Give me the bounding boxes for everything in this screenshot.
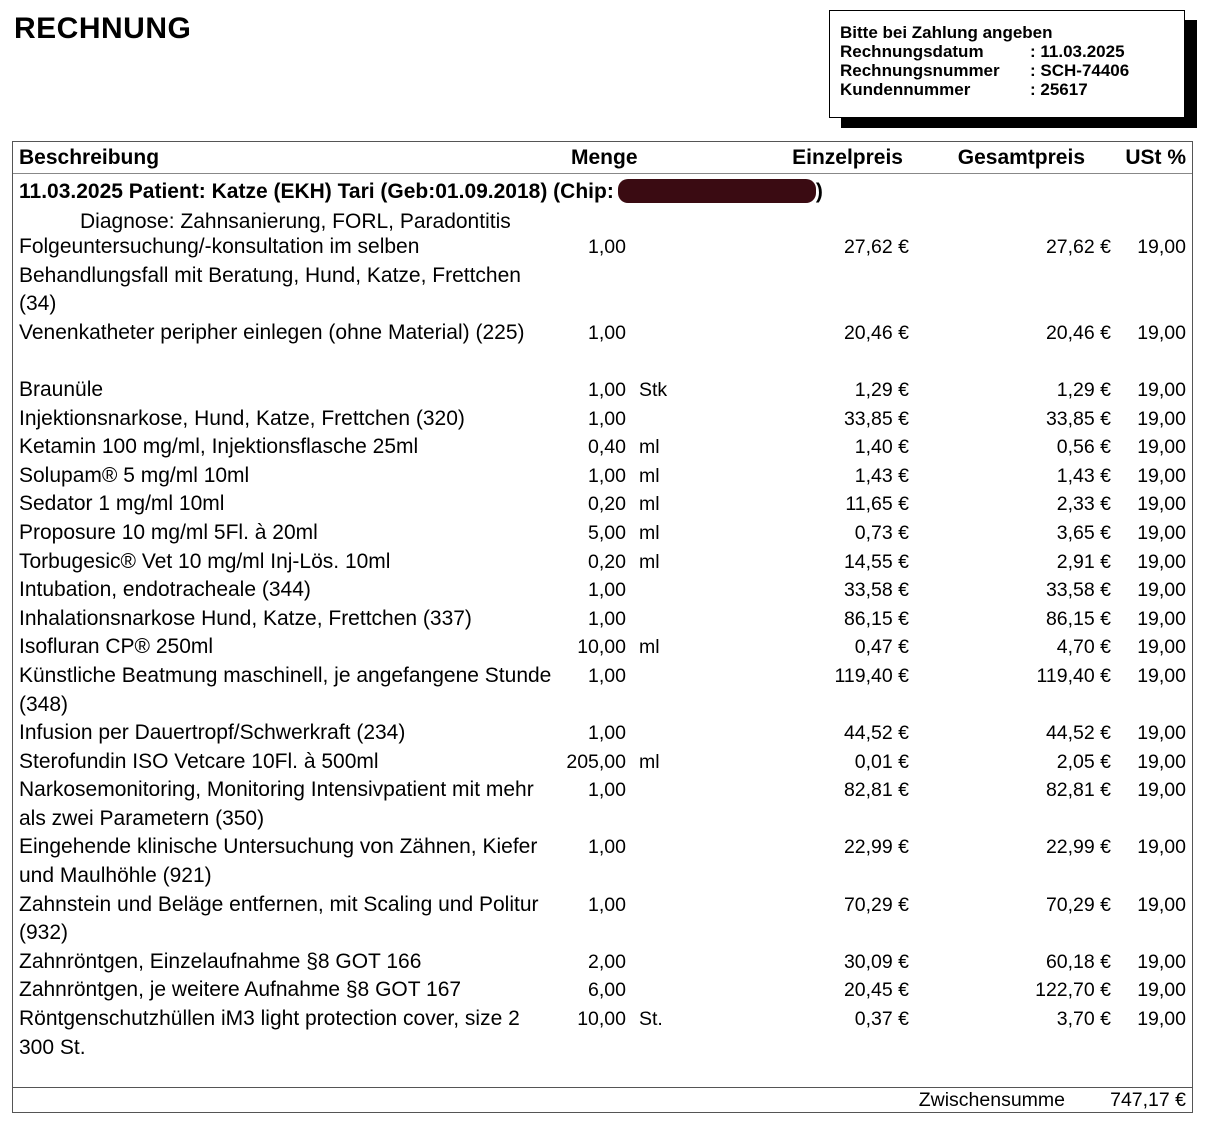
item-vat: 19,00 bbox=[1137, 493, 1186, 516]
item-vat: 19,00 bbox=[1137, 579, 1186, 602]
item-unit-price: 119,40 € bbox=[834, 664, 909, 687]
table-row bbox=[13, 891, 1192, 948]
item-description: Isofluran CP® 250ml bbox=[19, 635, 214, 659]
table-row bbox=[13, 576, 1192, 605]
item-description: Infusion per Dauertropf/Schwerkraft (234) bbox=[19, 721, 406, 745]
item-total-price: 27,62 € bbox=[1045, 236, 1111, 258]
item-vat: 19,00 bbox=[1137, 636, 1186, 659]
item-vat: 19,00 bbox=[1137, 722, 1186, 745]
item-unit: ml bbox=[639, 550, 660, 573]
item-quantity: 205,00 bbox=[566, 750, 626, 773]
item-quantity: 1,00 bbox=[588, 722, 626, 745]
info-row-date bbox=[840, 42, 1184, 61]
diagnosis: Diagnose: Zahnsanierung, FORL, Paradontitis bbox=[80, 210, 511, 233]
item-quantity: 1,00 bbox=[588, 579, 626, 602]
item-vat: 19,00 bbox=[1137, 950, 1186, 973]
item-description: Venenkatheter peripher einlegen (ohne Material) (225) bbox=[19, 320, 525, 344]
item-vat: 19,00 bbox=[1137, 378, 1186, 401]
patient-info: 11.03.2025 Patient: Katze (EKH) Tari (Geb:01.09.2018) (Chip: bbox=[19, 180, 614, 203]
item-unit-price: 33,58 € bbox=[843, 579, 909, 602]
item-total-price: 86,15 € bbox=[1045, 607, 1111, 630]
item-quantity: 1,00 bbox=[588, 779, 626, 802]
header-description: Beschreibung bbox=[19, 146, 160, 169]
item-unit-price: 33,85 € bbox=[843, 407, 909, 430]
item-unit: Stk bbox=[639, 378, 668, 401]
item-unit: ml bbox=[639, 436, 660, 459]
item-total-price: 3,70 € bbox=[1056, 1008, 1111, 1031]
item-vat: 19,00 bbox=[1137, 236, 1186, 258]
item-quantity: 5,00 bbox=[588, 521, 626, 544]
table-row bbox=[13, 376, 1192, 405]
item-total-price: 122,70 € bbox=[1035, 979, 1111, 1002]
item-unit: ml bbox=[639, 521, 660, 544]
item-vat: 19,00 bbox=[1137, 521, 1186, 544]
item-quantity: 10,00 bbox=[577, 636, 626, 659]
item-unit-price: 1,43 € bbox=[854, 464, 909, 487]
info-row-invoice-number bbox=[840, 61, 1184, 80]
subtotal-label: Zwischensumme bbox=[918, 1089, 1065, 1111]
item-unit-price: 20,45 € bbox=[843, 979, 909, 1002]
table-row bbox=[13, 719, 1192, 748]
subtotal-row bbox=[12, 1087, 1193, 1113]
item-vat: 19,00 bbox=[1137, 464, 1186, 487]
table-row bbox=[13, 319, 1192, 376]
item-vat: 19,00 bbox=[1137, 779, 1186, 802]
item-unit-price: 86,15 € bbox=[843, 607, 909, 630]
item-vat: 19,00 bbox=[1137, 893, 1186, 916]
item-description: Intubation, endotracheale (344) bbox=[19, 578, 311, 602]
payment-info-box bbox=[829, 10, 1185, 118]
item-description: Torbugesic® Vet 10 mg/ml Inj-Lös. 10ml bbox=[19, 549, 391, 573]
table-row bbox=[13, 433, 1192, 462]
table-row bbox=[13, 405, 1192, 434]
header-unit-price: Einzelpreis bbox=[792, 146, 903, 169]
item-vat: 19,00 bbox=[1137, 321, 1186, 344]
item-description: Proposure 10 mg/ml 5Fl. à 20ml bbox=[19, 520, 318, 544]
item-total-price: 3,65 € bbox=[1056, 521, 1111, 544]
table-row bbox=[13, 519, 1192, 548]
item-description: Künstliche Beatmung maschinell, je angefangene Stunde (348) bbox=[19, 663, 552, 716]
info-label: Rechnungsdatum bbox=[840, 42, 984, 61]
table-row bbox=[13, 948, 1192, 977]
patient-line bbox=[19, 179, 823, 204]
redacted-chip-number bbox=[618, 179, 816, 203]
item-description: Solupam® 5 mg/ml 10ml bbox=[19, 463, 250, 487]
table-row bbox=[13, 833, 1192, 890]
item-total-price: 119,40 € bbox=[1036, 664, 1111, 687]
item-total-price: 1,29 € bbox=[1056, 378, 1111, 401]
subtotal-value: 747,17 € bbox=[1110, 1089, 1186, 1111]
info-row-customer-number bbox=[840, 80, 1184, 99]
item-quantity: 1,00 bbox=[588, 836, 626, 859]
item-total-price: 70,29 € bbox=[1045, 893, 1111, 916]
table-row bbox=[13, 776, 1192, 833]
item-unit-price: 70,29 € bbox=[843, 893, 909, 916]
item-total-price: 1,43 € bbox=[1056, 464, 1111, 487]
item-vat: 19,00 bbox=[1137, 836, 1186, 859]
item-description: Injektionsnarkose, Hund, Katze, Frettchen (320) bbox=[19, 406, 465, 430]
item-quantity: 1,00 bbox=[588, 378, 626, 401]
item-description: Narkosemonitoring, Monitoring Intensivpatient mit mehr als zwei Parametern (350) bbox=[19, 778, 534, 830]
table-row bbox=[13, 605, 1192, 634]
item-unit: ml bbox=[639, 464, 660, 487]
header-vat: USt % bbox=[1125, 146, 1186, 169]
item-unit-price: 27,62 € bbox=[843, 236, 909, 258]
item-total-price: 22,99 € bbox=[1045, 836, 1111, 859]
invoice-title: RECHNUNG bbox=[14, 12, 192, 45]
table-row bbox=[13, 548, 1192, 577]
table-row bbox=[13, 233, 1192, 319]
item-unit-price: 0,47 € bbox=[854, 636, 909, 659]
item-unit: St. bbox=[639, 1008, 663, 1031]
item-quantity: 2,00 bbox=[588, 950, 626, 973]
item-quantity: 0,20 bbox=[588, 550, 626, 573]
item-description: Röntgenschutzhüllen iM3 light protection cover, size 2 300 St. bbox=[19, 1007, 520, 1059]
item-quantity: 1,00 bbox=[588, 321, 626, 344]
item-description: Folgeuntersuchung/-konsultation im selben Behandlungsfall mit Beratung, Hund, Katze, Frettchen (34) bbox=[19, 235, 521, 316]
item-total-price: 82,81 € bbox=[1045, 779, 1111, 802]
info-value: : 25617 bbox=[1030, 80, 1088, 99]
item-total-price: 2,91 € bbox=[1056, 550, 1111, 573]
item-description: Sterofundin ISO Vetcare 10Fl. à 500ml bbox=[19, 749, 379, 773]
table-row bbox=[13, 1005, 1192, 1062]
patient-info-close: ) bbox=[815, 180, 823, 203]
table-row bbox=[13, 976, 1192, 1005]
item-description: Eingehende klinische Untersuchung von Zähnen, Kiefer und Maulhöhle (921) bbox=[19, 835, 538, 888]
item-total-price: 33,58 € bbox=[1045, 579, 1111, 602]
table-row bbox=[13, 462, 1192, 491]
item-quantity: 0,20 bbox=[588, 493, 626, 516]
item-total-price: 44,52 € bbox=[1045, 722, 1111, 745]
item-unit: ml bbox=[639, 636, 660, 659]
item-description: Ketamin 100 mg/ml, Injektionsflasche 25ml bbox=[19, 435, 419, 459]
item-unit-price: 30,09 € bbox=[843, 950, 909, 973]
item-total-price: 4,70 € bbox=[1056, 636, 1111, 659]
item-unit-price: 14,55 € bbox=[843, 550, 909, 573]
item-description: Zahnstein und Beläge entfernen, mit Scaling und Politur (932) bbox=[19, 892, 539, 945]
item-description: Zahnröntgen, Einzelaufnahme §8 GOT 166 bbox=[19, 949, 422, 973]
item-unit-price: 1,40 € bbox=[854, 436, 909, 459]
item-vat: 19,00 bbox=[1137, 607, 1186, 630]
item-unit-price: 1,29 € bbox=[854, 378, 909, 401]
item-quantity: 1,00 bbox=[588, 664, 626, 687]
table-header bbox=[13, 142, 1192, 174]
item-description: Sedator 1 mg/ml 10ml bbox=[19, 492, 225, 516]
item-vat: 19,00 bbox=[1137, 750, 1186, 773]
header-quantity: Menge bbox=[571, 146, 638, 169]
header-total-price: Gesamtpreis bbox=[957, 146, 1085, 169]
item-vat: 19,00 bbox=[1137, 664, 1186, 687]
item-total-price: 0,56 € bbox=[1056, 436, 1111, 459]
item-description: Zahnröntgen, je weitere Aufnahme §8 GOT 167 bbox=[19, 978, 462, 1002]
item-description: Inhalationsnarkose Hund, Katze, Frettchen (337) bbox=[19, 606, 472, 630]
item-quantity: 10,00 bbox=[577, 1008, 626, 1031]
item-unit-price: 82,81 € bbox=[843, 779, 909, 802]
item-quantity: 0,40 bbox=[588, 436, 626, 459]
table-row bbox=[13, 662, 1192, 719]
item-vat: 19,00 bbox=[1137, 979, 1186, 1002]
item-total-price: 2,05 € bbox=[1056, 750, 1111, 773]
item-total-price: 2,33 € bbox=[1056, 493, 1111, 516]
item-quantity: 1,00 bbox=[588, 407, 626, 430]
item-description: Braunüle bbox=[19, 377, 104, 401]
item-quantity: 1,00 bbox=[588, 464, 626, 487]
table-row bbox=[13, 490, 1192, 519]
item-unit-price: 44,52 € bbox=[843, 722, 909, 745]
item-vat: 19,00 bbox=[1137, 436, 1186, 459]
item-quantity: 1,00 bbox=[588, 607, 626, 630]
item-total-price: 60,18 € bbox=[1045, 950, 1111, 973]
item-unit: ml bbox=[639, 493, 660, 516]
line-items bbox=[13, 233, 1192, 1062]
invoice-table bbox=[12, 141, 1193, 1088]
item-unit-price: 22,99 € bbox=[843, 836, 909, 859]
item-unit: ml bbox=[639, 750, 660, 773]
item-quantity: 6,00 bbox=[588, 979, 626, 1002]
item-total-price: 33,85 € bbox=[1045, 407, 1111, 430]
info-value: : 11.03.2025 bbox=[1030, 42, 1125, 61]
info-value: : SCH-74406 bbox=[1030, 61, 1130, 80]
info-label: Kundennummer bbox=[840, 80, 971, 99]
item-quantity: 1,00 bbox=[588, 236, 626, 258]
table-row bbox=[13, 633, 1192, 662]
item-unit-price: 20,46 € bbox=[843, 321, 909, 344]
item-total-price: 20,46 € bbox=[1045, 321, 1111, 344]
info-label: Rechnungsnummer bbox=[840, 61, 1000, 80]
item-vat: 19,00 bbox=[1137, 407, 1186, 430]
payment-info-heading: Bitte bei Zahlung angeben bbox=[840, 23, 1053, 42]
table-row bbox=[13, 748, 1192, 777]
item-unit-price: 0,73 € bbox=[854, 521, 909, 544]
item-vat: 19,00 bbox=[1137, 1008, 1186, 1031]
item-unit-price: 11,65 € bbox=[845, 493, 909, 516]
item-quantity: 1,00 bbox=[588, 893, 626, 916]
item-unit-price: 0,37 € bbox=[854, 1008, 909, 1031]
item-unit-price: 0,01 € bbox=[854, 750, 909, 773]
item-vat: 19,00 bbox=[1137, 550, 1186, 573]
